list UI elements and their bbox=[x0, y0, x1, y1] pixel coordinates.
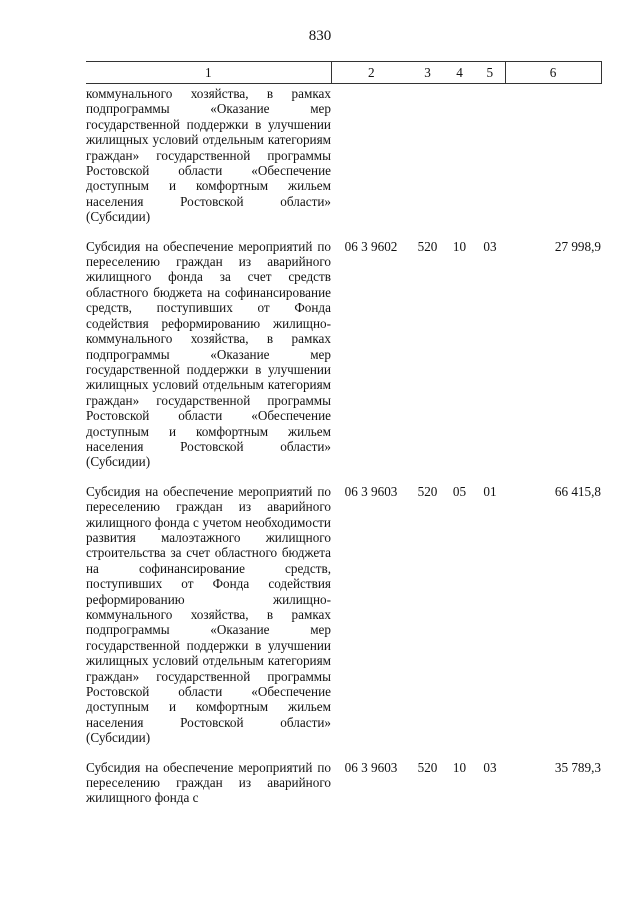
row-pr: 01 bbox=[483, 483, 497, 499]
row-pr bbox=[475, 84, 505, 225]
row-name: коммунального хозяйства, в рамках подпрограммы «Оказание мер государственной поддержки в улучшении жилищных условий отдельным категориям граждан» государственной программы Ростовской области «Обеспечение доступным и комфортным жильем населения Ростовской области» (Субсидии) bbox=[86, 86, 331, 225]
table-row bbox=[86, 239, 601, 470]
row-rz: 10 bbox=[452, 759, 467, 775]
row-vr: 520 bbox=[417, 759, 438, 775]
row-spacer bbox=[86, 470, 601, 484]
header-col-6: 6 bbox=[505, 62, 601, 84]
header-col-4: 4 bbox=[444, 62, 475, 84]
row-amount: 35 789,3 bbox=[554, 759, 601, 775]
table-row bbox=[86, 484, 601, 746]
row-vr bbox=[411, 84, 444, 225]
row-amount bbox=[505, 84, 601, 225]
row-name: Субсидия на обеспечение мероприятий по переселению граждан из аварийного жилищного фонда с bbox=[86, 759, 331, 806]
row-vr: 520 bbox=[417, 483, 438, 499]
table-header-row bbox=[86, 62, 601, 84]
row-name: Субсидия на обеспечение мероприятий по переселению граждан из аварийного жилищного фонда с учетом необходимости развития малоэтажного жилищного строительства за счет областного бюджета на софинансирование средств, поступивших от Фонда содействия реформированию жилищно-коммунального хозяйства, в рамках подпрограммы «Оказание мер государственной поддержки в улучшении жилищных условий отдельным категориям граждан» государственной программы Ростовской области «Обеспечение доступным и комфортным жильем населения Ростовской области» (Субсидии) bbox=[86, 483, 331, 746]
header-col-3: 3 bbox=[411, 62, 444, 84]
row-spacer bbox=[86, 746, 601, 760]
row-pr: 03 bbox=[483, 238, 497, 254]
row-name: Субсидия на обеспечение мероприятий по переселению граждан из аварийного жилищного фонда за счет средств областного бюджета на софинансирование средств, поступивших от Фонда содействия реформированию жилищно-коммунального хозяйства, в рамках подпрограммы «Оказание мер государственной поддержки в улучшении жилищных условий отдельным категориям граждан» государственной программы Ростовской области «Обеспечение доступным и комфортным жильем населения Ростовской области» (Субсидии) bbox=[86, 238, 331, 470]
row-amount: 66 415,8 bbox=[554, 483, 601, 499]
row-spacer bbox=[86, 225, 601, 239]
row-pr: 03 bbox=[483, 759, 497, 775]
row-code bbox=[331, 84, 411, 225]
budget-table bbox=[86, 61, 602, 806]
row-rz bbox=[444, 84, 475, 225]
table-row bbox=[86, 760, 601, 806]
header-col-5: 5 bbox=[475, 62, 505, 84]
row-code: 06 3 9602 bbox=[344, 238, 398, 254]
header-col-2: 2 bbox=[331, 62, 411, 84]
header-col-1: 1 bbox=[86, 62, 331, 84]
table-row bbox=[86, 84, 601, 225]
row-rz: 10 bbox=[452, 238, 467, 254]
row-vr: 520 bbox=[417, 238, 438, 254]
row-rz: 05 bbox=[452, 483, 467, 499]
row-amount: 27 998,9 bbox=[554, 238, 601, 254]
page-number: 830 bbox=[308, 28, 332, 44]
row-code: 06 3 9603 bbox=[344, 483, 398, 499]
row-code: 06 3 9603 bbox=[344, 759, 398, 775]
